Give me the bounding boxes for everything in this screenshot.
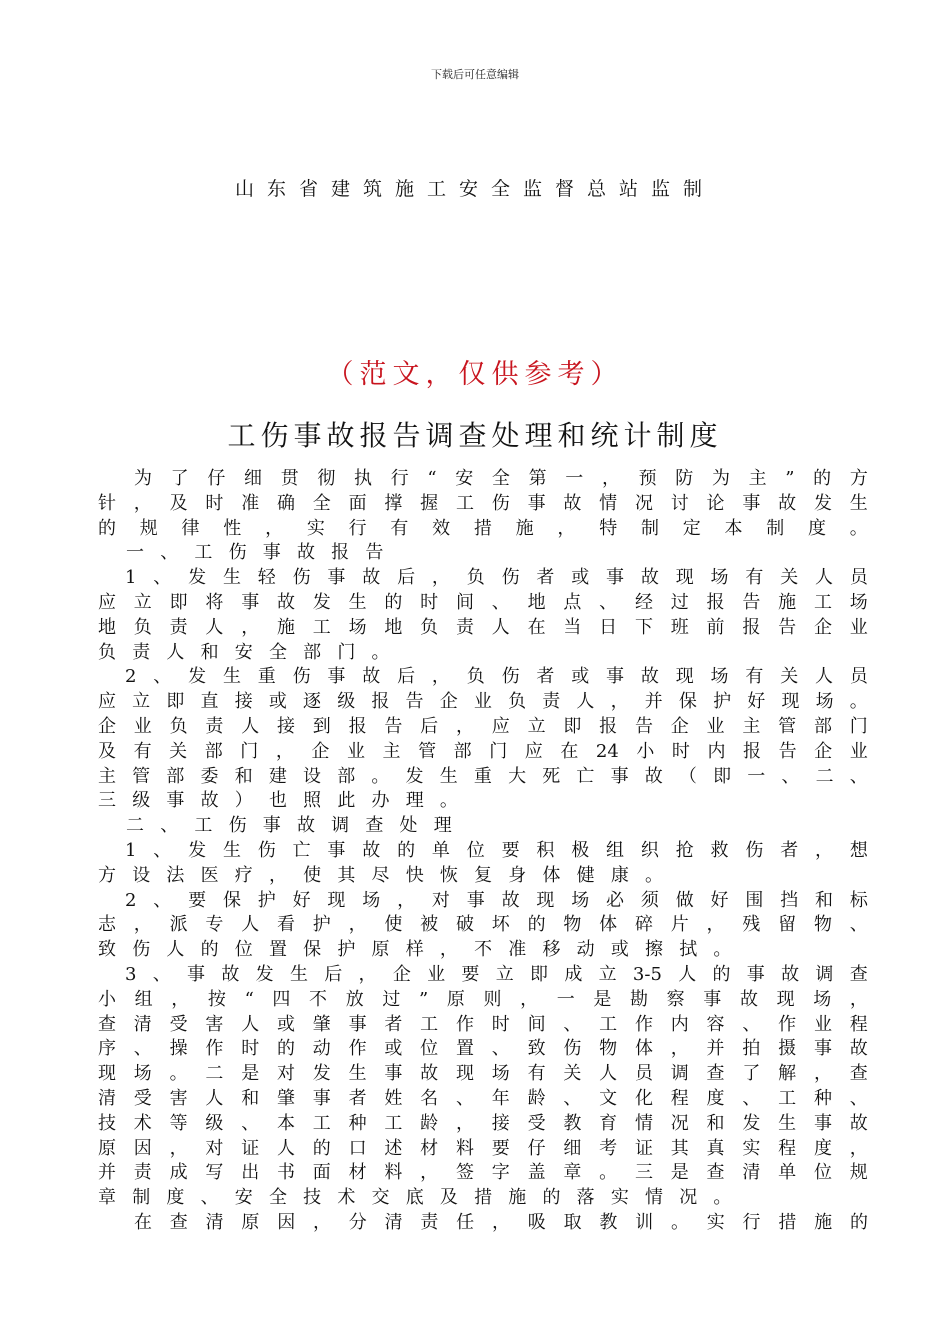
body-line: 企 业 负 责 人 接 到 报 告 后 ， 应 立 即 报 告 企 业 主 管 部 门 (98, 715, 868, 737)
body-line: 方 设 法 医 疗 ， 使 其 尽 快 恢 复 身 体 健 康 。 (98, 864, 663, 886)
body-line: 三 级 事 故 ） 也 照 此 办 理 。 (98, 790, 458, 812)
body-line: 地 负 责 人 ， 施 工 场 地 负 责 人 在 当 日 下 班 前 报 告 企 业 (98, 616, 868, 638)
body-line: 3 、 事 故 发 生 后 ， 企 业 要 立 即 成 立 3-5 人 的 事 故 调 查 (125, 963, 868, 985)
body-line: 在 查 清 原 因 ， 分 清 责 任 ， 吸 取 教 训 。 实 行 措 施 的 (134, 1211, 868, 1233)
body-line: 负 责 人 和 安 全 部 门 。 (98, 641, 390, 663)
body-line: 1 、 发 生 轻 伤 事 故 后 ， 负 伤 者 或 事 故 现 场 有 关 人 员 (125, 567, 868, 589)
body-line: 一 、 工 伤 事 故 报 告 (126, 542, 384, 564)
body-line: 原 因 ， 对 证 人 的 口 述 材 料 要 仔 细 考 证 其 真 实 程 度 ， (98, 1137, 868, 1159)
body-line: 技 术 等 级 、 本 工 种 工 龄 ， 接 受 教 育 情 况 和 发 生 事 故 (98, 1112, 868, 1134)
document-body (98, 467, 868, 1236)
body-line: 2 、 发 生 重 伤 事 故 后 ， 负 伤 者 或 事 故 现 场 有 关 人 员 (125, 666, 868, 688)
body-line: 并 责 成 写 出 书 面 材 料 ， 签 字 盖 章 。 三 是 查 清 单 位 规 (98, 1162, 868, 1184)
body-line: 为 了 仔 细 贯 彻 执 行 “ 安 全 第 一 ， 预 防 为 主 ” 的 方 (134, 468, 868, 489)
body-line: 应 立 即 将 事 故 发 生 的 时 间 、 地 点 、 经 过 报 告 施 工 场 (98, 591, 868, 613)
body-line: 2 、 要 保 护 好 现 场 ， 对 事 故 现 场 必 须 做 好 围 挡 和 标 (125, 889, 868, 911)
body-line: 章 制 度 、 安 全 技 术 交 底 及 措 施 的 落 实 情 况 。 (98, 1187, 732, 1209)
body-line: 查 清 受 害 人 或 肇 事 者 工 作 时 间 、 工 作 内 容 、 作 业 程 (98, 1013, 868, 1035)
body-line: 序 、 操 作 时 的 动 作 或 位 置 、 致 伤 物 体 ， 并 拍 摄 事 故 (98, 1038, 868, 1060)
body-line: 二 、 工 伤 事 故 调 查 处 理 (126, 815, 452, 837)
sample-label: （范文，仅供参考） (326, 359, 624, 390)
body-line: 及 有 关 部 门 ， 企 业 主 管 部 门 应 在 24 小 时 内 报 告 企 业 (98, 740, 868, 762)
body-line: 应 立 即 直 接 或 逐 级 报 告 企 业 负 责 人 ， 并 保 护 好 现 场 。 (98, 691, 868, 713)
body-line: 志 ， 派 专 人 看 护 ， 使 被 破 坏 的 物 体 碎 片 ， 残 留 物 、 (98, 914, 868, 936)
body-line: 1 、 发 生 伤 亡 事 故 的 单 位 要 积 极 组 织 抢 救 伤 者 ， 想 (125, 839, 868, 861)
body-line: 致 伤 人 的 位 置 保 护 原 样 ， 不 准 移 动 或 擦 拭 。 (98, 939, 732, 961)
body-line: 的 规 律 性 ， 实 行 有 效 措 施 ， 特 制 定 本 制 度 。 (98, 517, 868, 539)
body-line: 针 ， 及 时 准 确 全 面 撑 握 工 伤 事 故 情 况 讨 论 事 故 发 生 (98, 492, 868, 514)
body-line: 清 受 害 人 和 肇 事 者 姓 名 、 年 龄 、 文 化 程 度 、 工 种 、 (98, 1087, 868, 1109)
header-note: 下载后可任意编辑 (431, 68, 519, 81)
organization-line: 山东省建筑施工安全监督总站监制 (234, 178, 715, 200)
body-line: 现 场 。 二 是 对 发 生 事 故 现 场 有 关 人 员 调 查 了 解 ， 查 (98, 1063, 868, 1085)
document-title: 工伤事故报告调查处理和统计制度 (227, 419, 723, 452)
body-line: 主 管 部 委 和 建 设 部 。 发 生 重 大 死 亡 事 故 （ 即 一 、 二 、 (98, 765, 868, 787)
body-line: 小 组 ， 按 “ 四 不 放 过 ” 原 则 ， 一 是 勘 察 事 故 现 场 ， (98, 988, 868, 1010)
